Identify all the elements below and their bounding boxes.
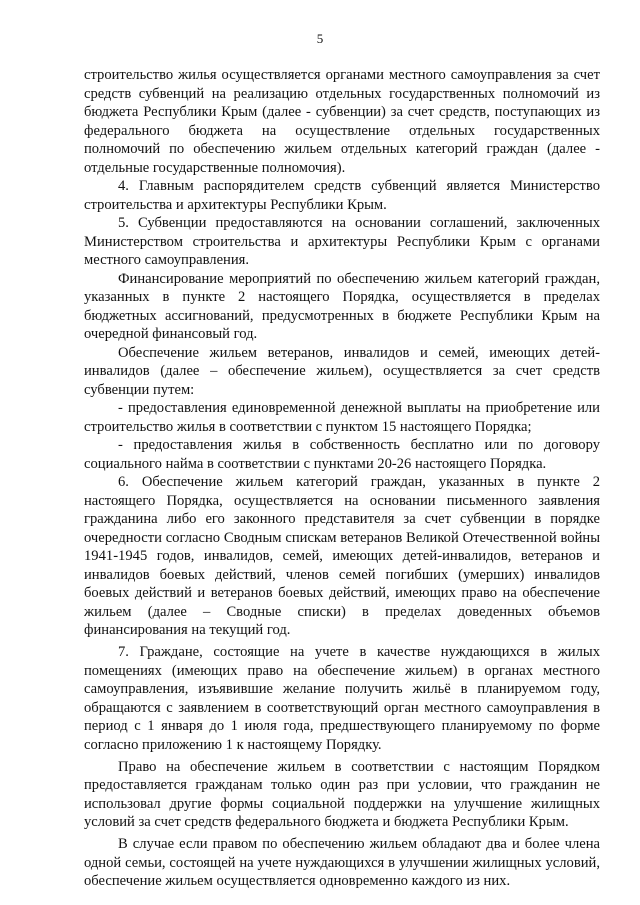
paragraph-one-time-right: Право на обеспечение жильем в соответствии с настоящим Порядком предоставляется гражданам только один раз при условии, что гражданин не использовал другие формы социальной поддержки на улучшение жилищных условий за счет средств федерального бюджета и бюджета Республики Крым. xyxy=(84,758,600,830)
paragraph-financing: Финансирование мероприятий по обеспечению жильем категорий граждан, указанных в пункте 2 настоящего Порядка, осуществляется в пределах бюджетных ассигнований, предусмотренных в бюджете Республики Крым на очередной финансовый год. xyxy=(84,270,600,342)
paragraph-family-members: В случае если правом по обеспечению жильем обладают два и более члена одной семьи, состоящей на учете нуждающихся в улучшении жилищных условий, обеспечение жильем осуществляется одновременно каждого из них. xyxy=(84,836,600,889)
paragraph-item-7: 7. Граждане, состоящие на учете в качестве нуждающихся в жилых помещениях (имеющих право на обеспечение жильем) в органах местного самоуправления, изъявившие желание получить жильё в планируемом году, обращаются с заявлением в соответствующий орган местного самоуправления в период с 1 января до 1 июля года, предшествующего планируемому по форме согласно приложению 1 к настоящему Порядку. xyxy=(84,644,600,753)
paragraph-item-4: 4. Главным распорядителем средств субвенций является Министерство строительства и архитектуры Республики Крым. xyxy=(84,178,600,213)
document-body xyxy=(84,66,600,891)
paragraph-continuation: строительство жилья осуществляется органами местного самоуправления за счет средств субвенций на реализацию отдельных государственных полномочий из бюджета Республики Крым (далее - субвенции) за счет средств, поступающих из федерального бюджета на осуществление отдельных государственных полномочий по обеспечению жильем отдельных категорий граждан (далее - отдельные государственные полномочия). xyxy=(84,67,600,176)
list-item-lump-sum-payment: - предоставления единовременной денежной выплаты на приобретение или строительство жилья в соответствии с пунктом 15 настоящего Порядка; xyxy=(84,400,600,435)
page-number: 5 xyxy=(316,31,324,46)
paragraph-item-5: 5. Субвенции предоставляются на основании соглашений, заключенных Министерством строительства и архитектуры Республики Крым с органами местного самоуправления. xyxy=(84,215,600,268)
paragraph-item-6: 6. Обеспечение жильем категорий граждан, указанных в пункте 2 настоящего Порядка, осуществляется на основании письменного заявления гражданина либо его законного представителя за счет субвенции в порядке очередности согласно Сводным спискам ветеранов Великой Отечественной войны 1941-1945 годов, инвалидов, семей, имеющих детей-инвалидов, ветеранов и инвалидов боевых действий, членов семей погибших (умерших) инвалидов боевых действий и ветеранов боевых действий, имеющих право на обеспечение жильем (далее – Сводные списки) в пределах доведенных объемов финансирования на текущий год. xyxy=(84,474,600,638)
list-item-free-housing: - предоставления жилья в собственность бесплатно или по договору социального найма в соответствии с пунктами 20-26 настоящего Порядка. xyxy=(84,437,600,472)
paragraph-housing-provision: Обеспечение жильем ветеранов, инвалидов и семей, имеющих детей-инвалидов (далее – обеспечение жильем), осуществляется за счет средств субвенции путем: xyxy=(84,344,600,398)
